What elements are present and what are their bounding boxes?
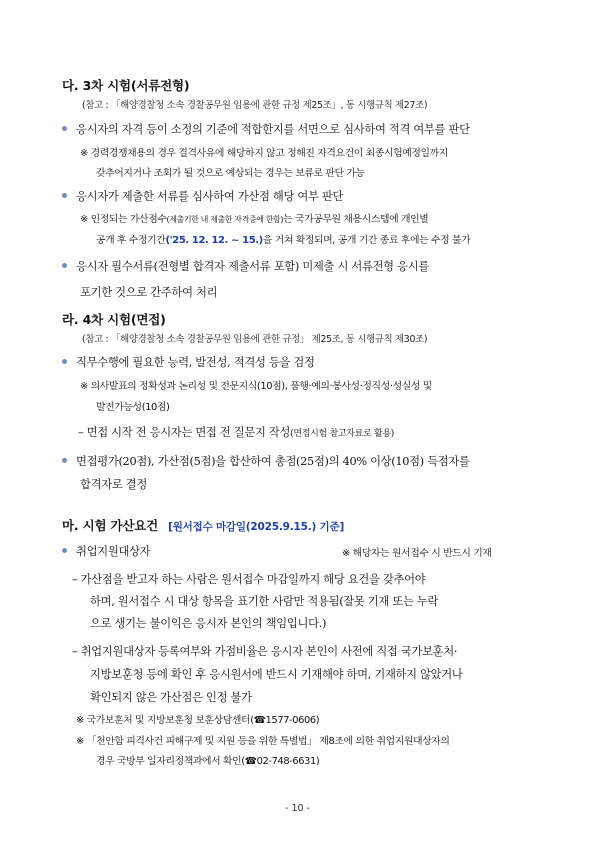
bullet-dot-icon (62, 458, 67, 463)
bullet-item: 직무수행에 필요한 능력, 발전성, 적격성 등을 검정 (62, 354, 315, 370)
note-line: 경우 국방부 일자리정책과에서 확인(☎02-748-6631) (96, 756, 320, 767)
note-line: ※ 의사발표의 정확성과 논리성 및 전문지식(10점), 품행·예의·봉사성·정직성·성실성 및 (80, 381, 432, 392)
page-number: - 10 - (285, 803, 310, 814)
bullet-dot-icon (62, 193, 67, 198)
dash-item: – 취업지원대상자 등록여부와 가점비율은 응시자 본인이 사전에 직접 국가보훈처· (72, 645, 458, 658)
note-line: 발전가능성(10점) (96, 402, 170, 413)
dash-continuation: 하며, 원서접수 시 대상 항목을 표기한 사람만 적용됨(잘못 기재 또는 누락 (90, 595, 439, 608)
section-reference: (참고 : 「해양경찰청 소속 경찰공무원 임용에 관한 규정」 제25조, 동 시행규칙 제30조) (82, 334, 428, 345)
section-reference: (참고 : 「해양경찰청 소속 경찰공무원 임용에 관한 규정 제25조」, 동 시행규칙 제27조) (82, 100, 428, 111)
bullet-dot-icon (62, 126, 67, 131)
section-heading-bonus-requirements: 마. 시험 가산요건 [원서접수 마감일(2025.9.15.) 기준] (62, 518, 345, 533)
dash-continuation: 지방보훈청 등에 확인 후 응시원서에 반드시 기재해야 하며, 기재하지 않았거나 (90, 668, 463, 681)
note-line: 공개 후 수정기간('25. 12. 12. ~ 15.)을 거쳐 확정되며, 공개 기간 종료 후에는 수정 불가 (96, 235, 471, 246)
dash-continuation: 확인되지 않은 가산점은 인정 불가 (90, 691, 252, 704)
note-line: 갖추어지거나 조회가 될 것으로 예상되는 경우는 보류로 판단 가능 (96, 168, 365, 179)
note-line: ※ 인정되는 가산점수(제출기한 내 제출한 자격증에 한함)는 국가공무원 채용시스템에 개인별 (80, 214, 429, 225)
section-heading-4th-exam: 라. 4차 시험(면접) (62, 312, 166, 327)
bullet-dot-icon (62, 548, 67, 553)
bullet-dot-icon (62, 263, 67, 268)
note-line: ※ 경력경쟁채용의 경우 결격사유에 해당하지 않고 정해진 자격요건이 최종시험예정일까지 (80, 148, 448, 159)
bullet-item: 응시자 필수서류(전형별 합격자 제출서류 포함) 미제출 시 서류전형 응시를 (62, 258, 429, 274)
bullet-item: 취업지원대상자 (62, 543, 150, 559)
bullet-item: 응시자의 자격 등이 소정의 기준에 적합한지를 서면으로 심사하여 적격 여부를 판단 (62, 121, 470, 137)
note-line: ※ 국가보훈처 및 지방보훈청 보훈상담센터(☎1577-0606) (76, 715, 320, 726)
dash-item: – 면접 시작 전 응시자는 면접 전 질문지 작성(면접시험 참고자료로 활용) (78, 426, 394, 439)
revision-period: ('25. 12. 12. ~ 15.) (165, 235, 263, 246)
bullet-item: 면접평가(20점), 가산점(5점)을 합산하여 총점(25점)의 40% 이상(10점) 득점자를 (62, 453, 470, 469)
bullet-continuation: 포기한 것으로 간주하여 처리 (80, 286, 218, 299)
dash-continuation: 으로 생기는 불이익은 응시자 본인의 책임입니다.) (90, 617, 327, 630)
bullet-continuation: 합격자로 결정 (80, 478, 147, 491)
deadline-highlight: [원서접수 마감일(2025.9.15.) 기준] (168, 521, 345, 533)
dash-item: – 가산점을 받고자 하는 사람은 원서접수 마감일까지 해당 요건을 갖추어야 (72, 573, 426, 586)
bullet-item: 응시자가 제출한 서류를 심사하여 가산점 해당 여부 판단 (62, 188, 343, 204)
note-line: ※ 「천안함 피격사건 피해구제 및 지원 등을 위한 특별법」 제8조에 의한 취업지원대상자의 (76, 736, 450, 747)
bullet-dot-icon (62, 359, 67, 364)
bullet-side-note: ※ 해당자는 원서접수 시 반드시 기재 (342, 548, 492, 559)
section-heading-3rd-exam: 다. 3차 시험(서류전형) (62, 78, 190, 93)
